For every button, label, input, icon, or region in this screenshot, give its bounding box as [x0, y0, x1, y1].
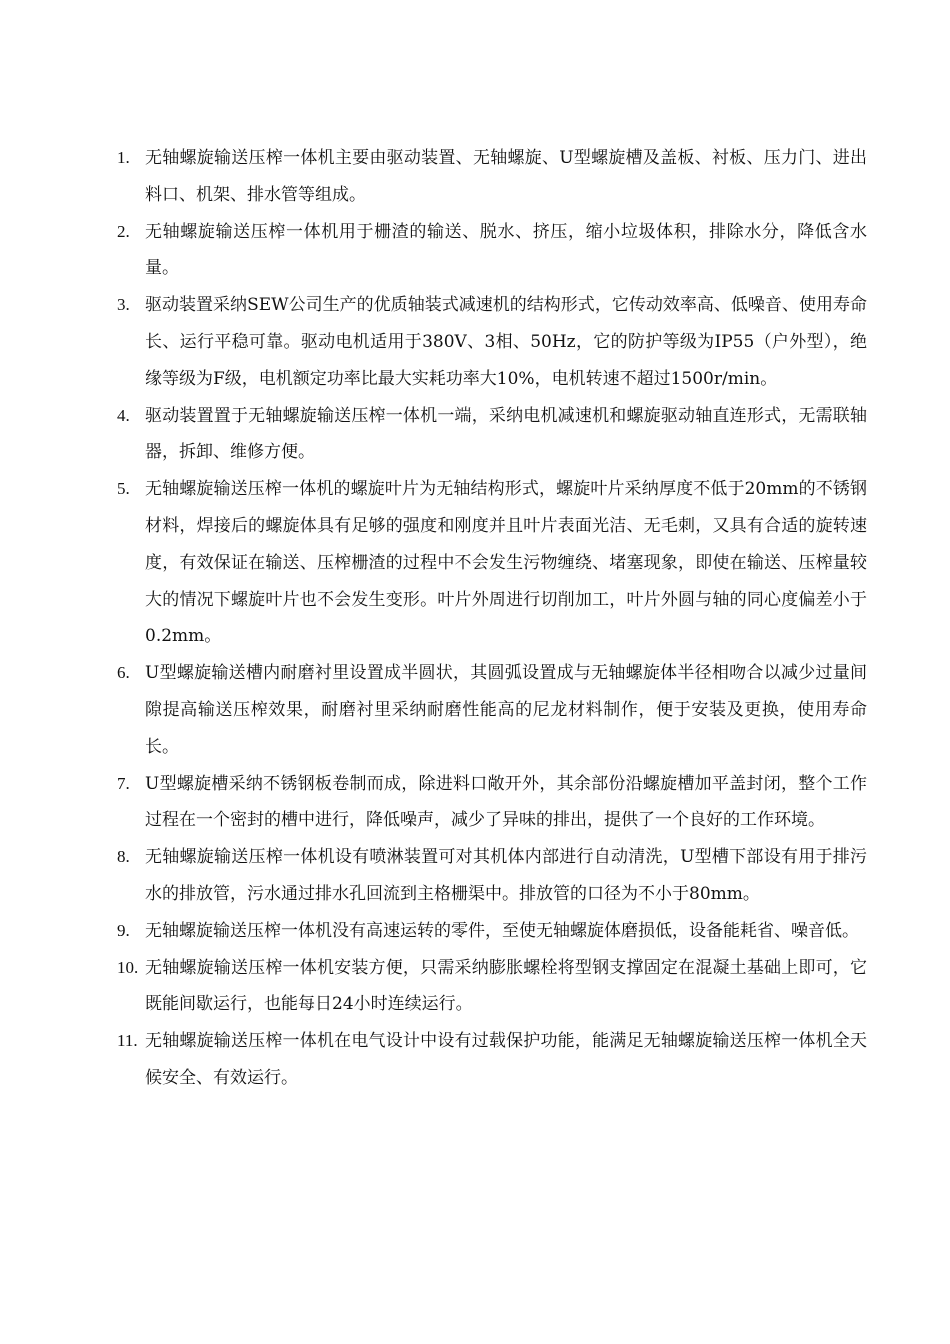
list-item-8 [117, 839, 867, 913]
item-number: 2. [117, 221, 130, 241]
list-item-11 [117, 1023, 867, 1097]
item-number: 8. [117, 847, 130, 867]
list-item-9 [117, 913, 867, 950]
item-number: 11. [117, 1031, 138, 1051]
list-item-2 [117, 214, 867, 288]
list-item-1 [117, 140, 867, 214]
item-text: 无轴螺旋输送压榨一体机设有喷淋装置可对其机体内部进行自动清洗，U型槽下部设有用于排污水的排放管，污水通过排水孔回流到主格栅渠中。排放管的口径为不小于80mm。 [145, 847, 867, 904]
list-item-4 [117, 398, 867, 472]
list-item-7 [117, 766, 867, 840]
list-item-6 [117, 655, 867, 765]
item-text: 驱动装置置于无轴螺旋输送压榨一体机一端，采纳电机减速机和螺旋驱动轴直连形式，无需联轴器，拆卸、维修方便。 [145, 405, 867, 463]
item-text: 无轴螺旋输送压榨一体机没有高速运转的零件，至使无轴螺旋体磨损低，设备能耗省、噪音低。 [145, 920, 859, 941]
numbered-list [117, 140, 867, 1097]
item-number: 9. [117, 920, 130, 940]
item-number: 4. [117, 405, 130, 425]
item-text: 无轴螺旋输送压榨一体机安装方便，只需采纳膨胀螺栓将型钢支撑固定在混凝土基础上即可，它既能间歇运行，也能每日24小时连续运行。 [145, 957, 867, 1015]
item-text: U型螺旋槽采纳不锈钢板卷制而成，除进料口敞开外，其余部份沿螺旋槽加平盖封闭，整个工作过程在一个密封的槽中进行，降低噪声，减少了异味的排出，提供了一个良好的工作环境。 [145, 773, 867, 831]
item-number: 3. [117, 295, 130, 315]
list-item-10 [117, 950, 867, 1024]
list-item-5 [117, 471, 867, 655]
item-text: 无轴螺旋输送压榨一体机的螺旋叶片为无轴结构形式，螺旋叶片采纳厚度不低于20mm的不锈钢材料，焊接后的螺旋体具有足够的强度和刚度并且叶片表面光洁、无毛刺，又具有合适的旋转速度，有效保证在输送、压榨栅渣的过程中不会发生污物缠绕、堵塞现象，即使在输送、压榨量较大的情况下螺旋叶片也不会发生变形。叶片外周进行切削加工，叶片外圆与轴的同心度偏差小于0.2mm。 [145, 479, 867, 647]
item-text: U型螺旋输送槽内耐磨衬里设置成半圆状，其圆弧设置成与无轴螺旋体半径相吻合以减少过量间隙提高输送压榨效果，耐磨衬里采纳耐磨性能高的尼龙材料制作，便于安装及更换，使用寿命长。 [145, 663, 867, 757]
item-number: 7. [117, 773, 130, 793]
item-text: 无轴螺旋输送压榨一体机在电气设计中设有过载保护功能，能满足无轴螺旋输送压榨一体机全天候安全、有效运行。 [145, 1031, 867, 1088]
item-number: 6. [117, 663, 130, 683]
list-item-3 [117, 287, 867, 397]
item-number: 10. [117, 957, 139, 977]
item-text: 无轴螺旋输送压榨一体机用于栅渣的输送、脱水、挤压，缩小垃圾体积，排除水分，降低含水量。 [145, 221, 867, 279]
item-number: 1. [117, 148, 130, 167]
item-number: 5. [117, 479, 130, 499]
item-text: 驱动装置采纳SEW公司生产的优质轴装式减速机的结构形式，它传动效率高、低噪音、使用寿命长、运行平稳可靠。驱动电机适用于380V、3相、50Hz，它的防护等级为IP55（户外型），绝缘等级为F级，电机额定功率比最大实耗功率大10%，电机转速不超过1500r/min。 [145, 295, 867, 389]
item-text: 无轴螺旋输送压榨一体机主要由驱动装置、无轴螺旋、U型螺旋槽及盖板、衬板、压力门、进出料口、机架、排水管等组成。 [145, 148, 867, 205]
